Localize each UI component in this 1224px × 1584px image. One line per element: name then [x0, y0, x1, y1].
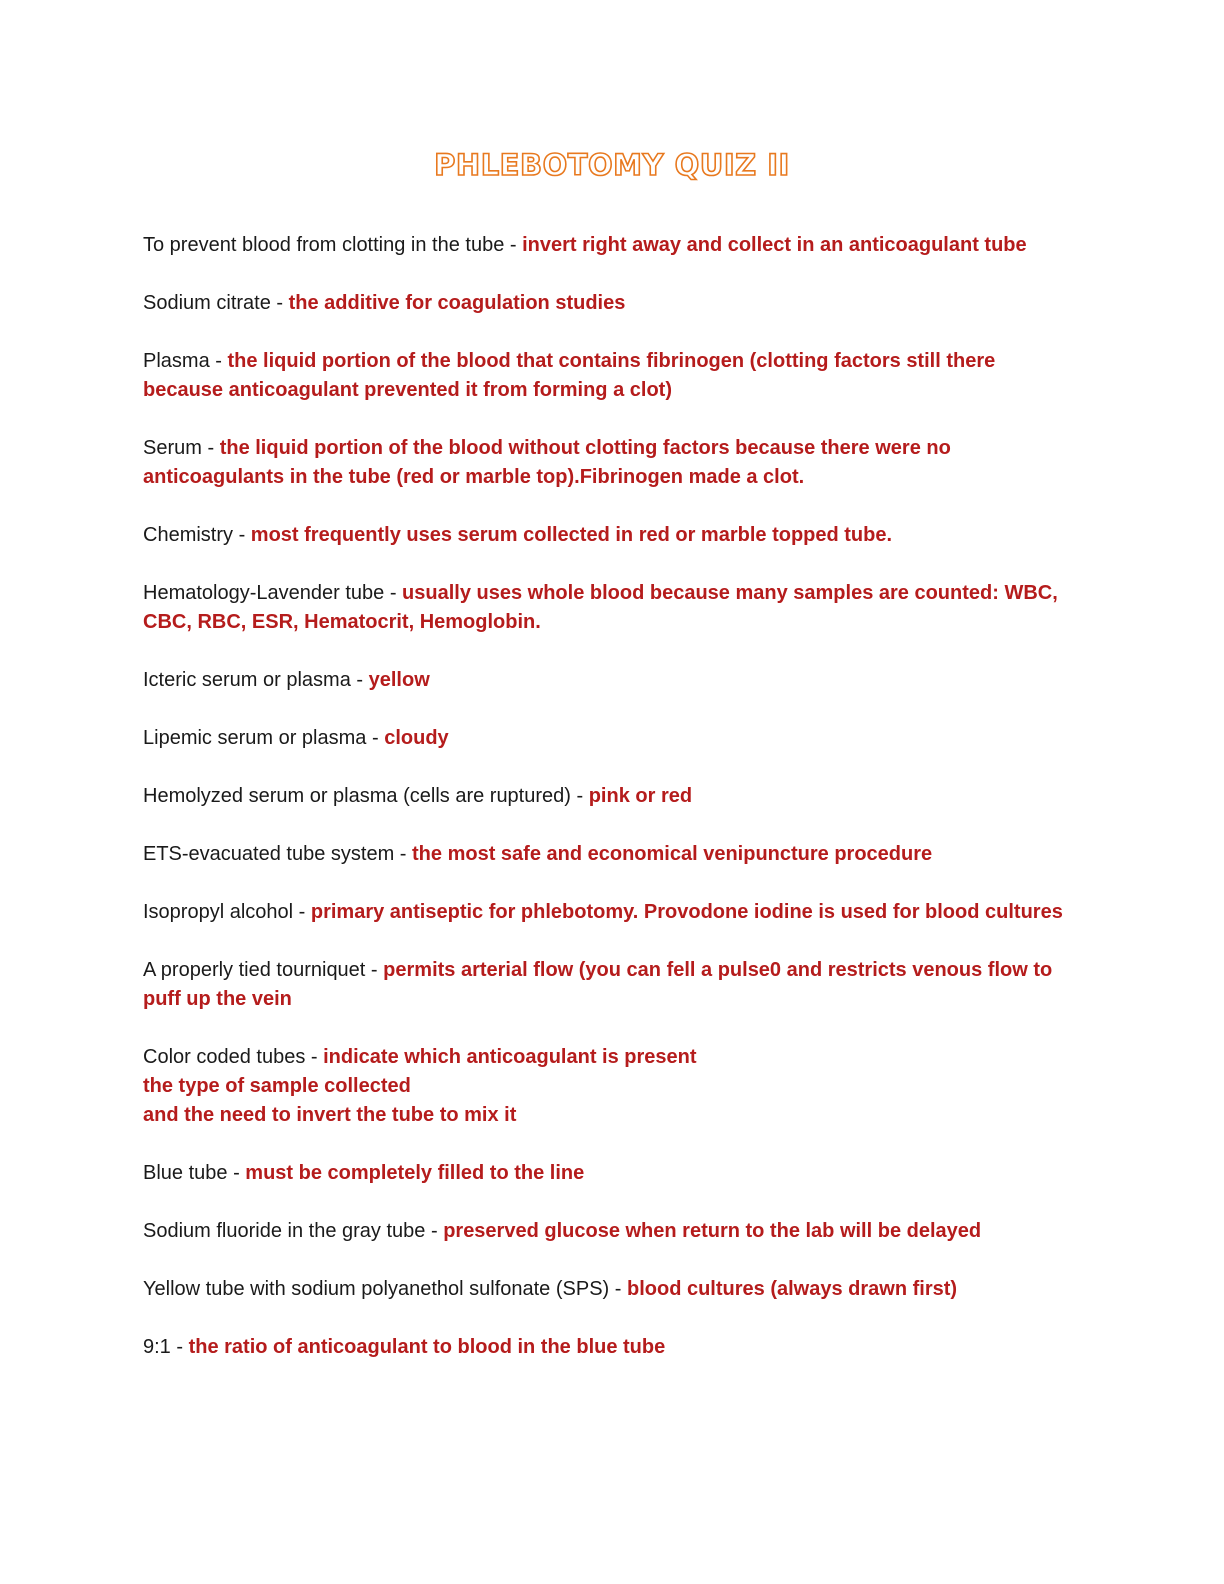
entry-answer: blood cultures (always drawn first): [626, 1278, 958, 1300]
quiz-entry: [143, 579, 1068, 637]
entry-separator: -: [504, 234, 523, 256]
entry-separator: -: [366, 727, 385, 749]
entry-answer-line: and the need to invert the tube to mix it: [143, 1104, 517, 1126]
entry-answer: usually uses whole blood because many samples are counted: WBC, CBC, RBC, ESR, Hematocrit, Hemoglobin.: [143, 582, 1058, 633]
quiz-entry: [143, 434, 1068, 492]
quiz-entry: [143, 1159, 1068, 1188]
entry-answer: the additive for coagulation studies: [288, 292, 626, 314]
quiz-entry: [143, 840, 1068, 869]
quiz-entry: [143, 1217, 1068, 1246]
entry-term: Color coded tubes: [143, 1046, 306, 1068]
entry-term: 9:1: [143, 1336, 171, 1358]
entry-separator: -: [209, 350, 228, 372]
entry-answer: yellow: [368, 669, 430, 691]
entry-answer: invert right away and collect in an anticoagulant tube: [522, 234, 1027, 256]
entry-term: Icteric serum or plasma: [143, 669, 351, 691]
entry-separator: -: [425, 1220, 444, 1242]
entry-term: Hemolyzed serum or plasma (cells are ruptured): [143, 785, 571, 807]
entry-separator: -: [570, 785, 589, 807]
entry-separator: -: [227, 1162, 246, 1184]
entry-term: Sodium citrate: [143, 292, 271, 314]
entry-separator: -: [350, 669, 369, 691]
quiz-entry: [143, 666, 1068, 695]
quiz-entry: [143, 1333, 1068, 1362]
quiz-entry: [143, 1043, 1068, 1130]
entry-term: A properly tied tourniquet: [143, 959, 366, 981]
quiz-entry: [143, 956, 1068, 1014]
quiz-entry: [143, 521, 1068, 550]
entry-term: Plasma: [143, 350, 210, 372]
entry-separator: -: [365, 959, 384, 981]
entry-answer: the most safe and economical venipuncture procedure: [412, 843, 933, 865]
entry-term: To prevent blood from clotting in the tube: [143, 234, 505, 256]
entry-term: Yellow tube with sodium polyanethol sulfonate (SPS): [143, 1278, 610, 1300]
entry-term: Lipemic serum or plasma: [143, 727, 367, 749]
entry-term: Blue tube: [143, 1162, 228, 1184]
entry-separator: -: [293, 901, 311, 923]
entry-answer: permits arterial flow (you can fell a pulse0 and restricts venous flow to puff up the vein: [143, 959, 1053, 1010]
quiz-entry: [143, 347, 1068, 405]
entry-answer: pink or red: [588, 785, 693, 807]
quiz-entry: [143, 724, 1068, 753]
entry-answer: must be completely filled to the line: [245, 1162, 585, 1184]
quiz-entry: [143, 231, 1068, 260]
quiz-entry: [143, 782, 1068, 811]
entry-separator: -: [201, 437, 220, 459]
entry-separator: -: [270, 292, 289, 314]
entry-answer: most frequently uses serum collected in red or marble topped tube.: [250, 524, 893, 546]
entry-answer: the ratio of anticoagulant to blood in the blue tube: [188, 1336, 666, 1358]
entry-separator: -: [384, 582, 403, 604]
entry-separator: -: [233, 524, 251, 546]
entry-term: Hematology-Lavender tube: [143, 582, 385, 604]
entry-term: Isopropyl alcohol: [143, 901, 294, 923]
quiz-entry-list: [143, 231, 1068, 1391]
quiz-entry: [143, 898, 1068, 927]
quiz-entry: [143, 289, 1068, 318]
entry-separator: -: [170, 1336, 189, 1358]
entry-answer: preserved glucose when return to the lab will be delayed: [443, 1220, 982, 1242]
entry-term: ETS-evacuated tube system: [143, 843, 395, 865]
entry-answer: indicate which anticoagulant is present: [323, 1046, 697, 1068]
entry-answer: the liquid portion of the blood without clotting factors because there were no anticoagulants in the tube (red or marble top).Fibrinogen made a clot.: [143, 437, 951, 488]
entry-term: Serum: [143, 437, 202, 459]
page-title: PHLEBOTOMY QUIZ II: [434, 148, 790, 182]
entry-separator: -: [305, 1046, 324, 1068]
entry-term: Sodium fluoride in the gray tube: [143, 1220, 426, 1242]
quiz-entry: [143, 1275, 1068, 1304]
entry-answer: cloudy: [384, 727, 449, 749]
entry-term: Chemistry: [143, 524, 234, 546]
entry-separator: -: [609, 1278, 627, 1300]
entry-answer-line: the type of sample collected: [143, 1075, 411, 1097]
entry-separator: -: [394, 843, 413, 865]
entry-answer: primary antiseptic for phlebotomy. Provodone iodine is used for blood cultures: [310, 901, 1063, 923]
entry-answer: the liquid portion of the blood that contains fibrinogen (clotting factors still there because anticoagulant prevented it from forming a clot): [143, 350, 996, 401]
